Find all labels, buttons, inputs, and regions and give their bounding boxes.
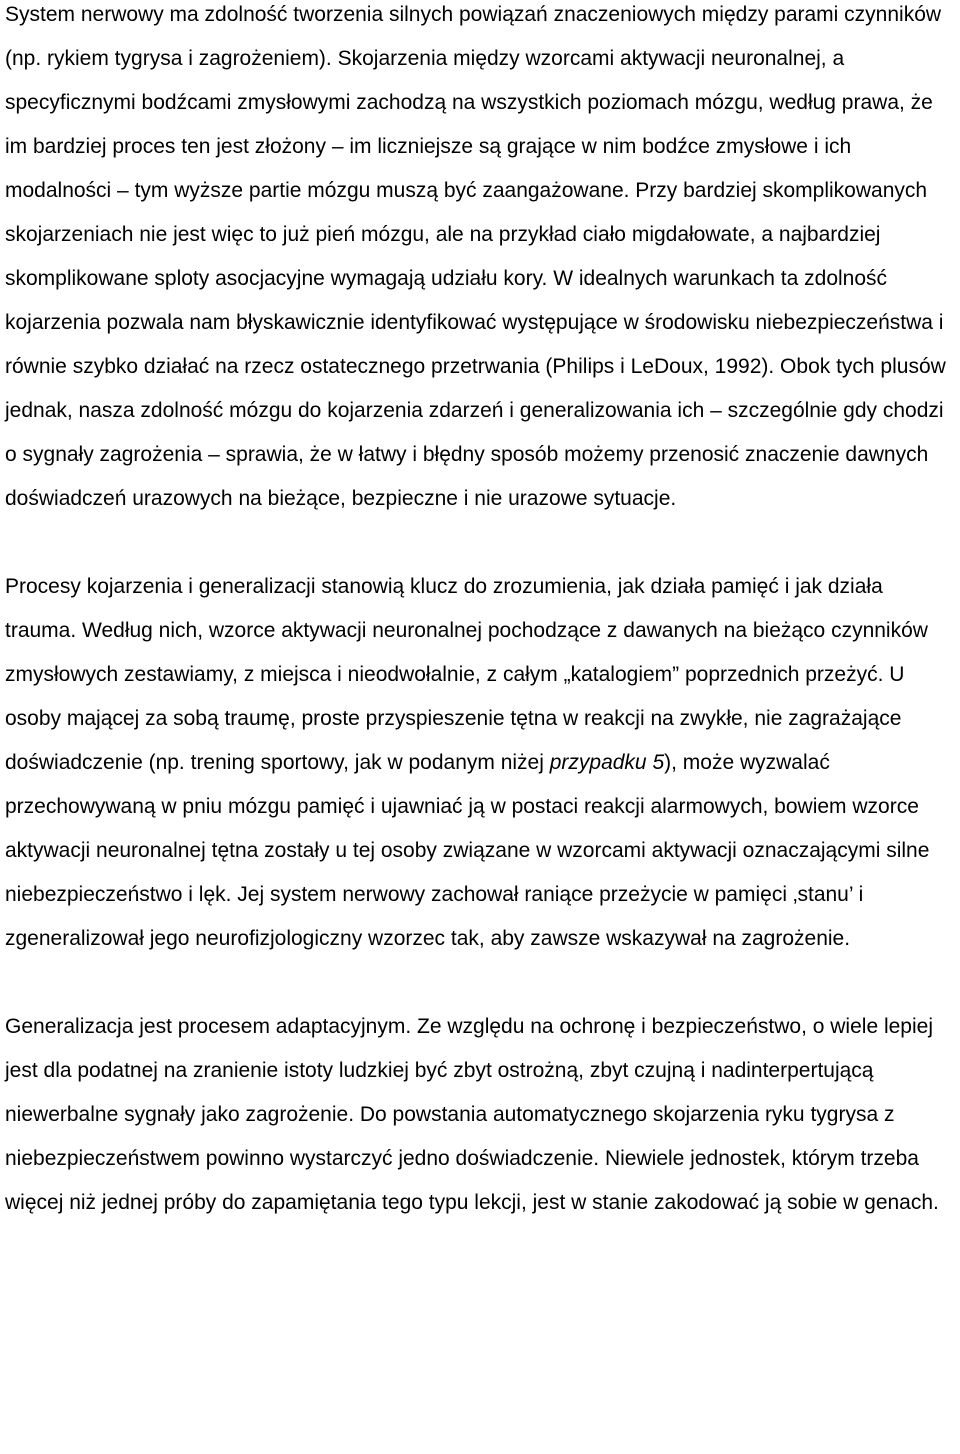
paragraph-association xyxy=(5,0,956,521)
paragraph-generalization-text-start: Procesy kojarzenia i generalizacji stanowią klucz do zrozumienia, jak działa pamięć i jak działa trauma. Według nich, wzorce aktywacji neuronalnej pochodzące z dawanych na bieżąco czynników zmysłowych zestawiamy, z miejsca i nieodwołalnie, z całym „katalogiem” poprzednich przeżyć. U osoby mającej za sobą traumę, proste przyspieszenie tętna w reakcji na zwykłe, nie zagrażające doświadczenie (np. trening sportowy, jak w podanym niżej xyxy=(5,575,928,774)
case-reference: przypadku 5 xyxy=(549,751,665,774)
paragraph-adaptation xyxy=(5,1005,956,1225)
paragraph-generalization-memory xyxy=(5,565,956,961)
paragraph-adaptation-text: Generalizacja jest procesem adaptacyjnym. Ze względu na ochronę i bezpieczeństwo, o wiele lepiej jest dla podatnej na zranienie istoty ludzkiej być zbyt ostrożną, zbyt czujną i nadinterpertującą niewerbalne sygnały jako zagrożenie. Do powstania automatycznego skojarzenia ryku tygrysa z niebezpieczeństwem powinno wystarczyć jedno doświadczenie. Niewiele jednostek, którym trzeba więcej niż jednej próby do zapamiętania tego typu lekcji, jest w stanie zakodować ją sobie w genach. xyxy=(5,1015,939,1214)
paragraph-generalization-text-end: ), może wyzwalać przechowywaną w pniu mózgu pamięć i ujawniać ją w postaci reakcji alarmowych, bowiem wzorce aktywacji neuronalnej tętna zostały u tej osoby związane w wzorcami aktywacji oznaczającymi silne niebezpieczeństwo i lęk. Jej system nerwowy zachował raniące przeżycie w pamięci ‚stanu’ i zgeneralizował jego neurofizjologiczny wzorzec tak, aby zawsze wskazywał na zagrożenie. xyxy=(5,751,930,950)
paragraph-association-text: System nerwowy ma zdolność tworzenia silnych powiązań znaczeniowych między parami czynników (np. rykiem tygrysa i zagrożeniem). Skojarzenia między wzorcami aktywacji neuronalnej, a specyficznymi bodźcami zmysłowymi zachodzą na wszystkich poziomach mózgu, według prawa, że im bardziej proces ten jest złożony – im liczniejsze są grające w nim bodźce zmysłowe i ich modalności – tym wyższe partie mózgu muszą być zaangażowane. Przy bardziej skomplikowanych skojarzeniach nie jest więc to już pień mózgu, ale na przykład ciało migdałowate, a najbardziej skomplikowane sploty asocjacyjne wymagają udziału kory. W idealnych warunkach ta zdolność kojarzenia pozwala nam błyskawicznie identyfikować występujące w środowisku niebezpieczeństwa i równie szybko działać na rzecz ostatecznego przetrwania (Philips i LeDoux, 1992). Obok tych plusów jednak, nasza zdolność mózgu do kojarzenia zdarzeń i generalizowania ich – szczególnie gdy chodzi o sygnały zagrożenia – sprawia, że w łatwy i błędny sposób możemy przenosić znaczenie dawnych doświadczeń urazowych na bieżące, bezpieczne i nie urazowe sytuacje. xyxy=(5,3,946,510)
